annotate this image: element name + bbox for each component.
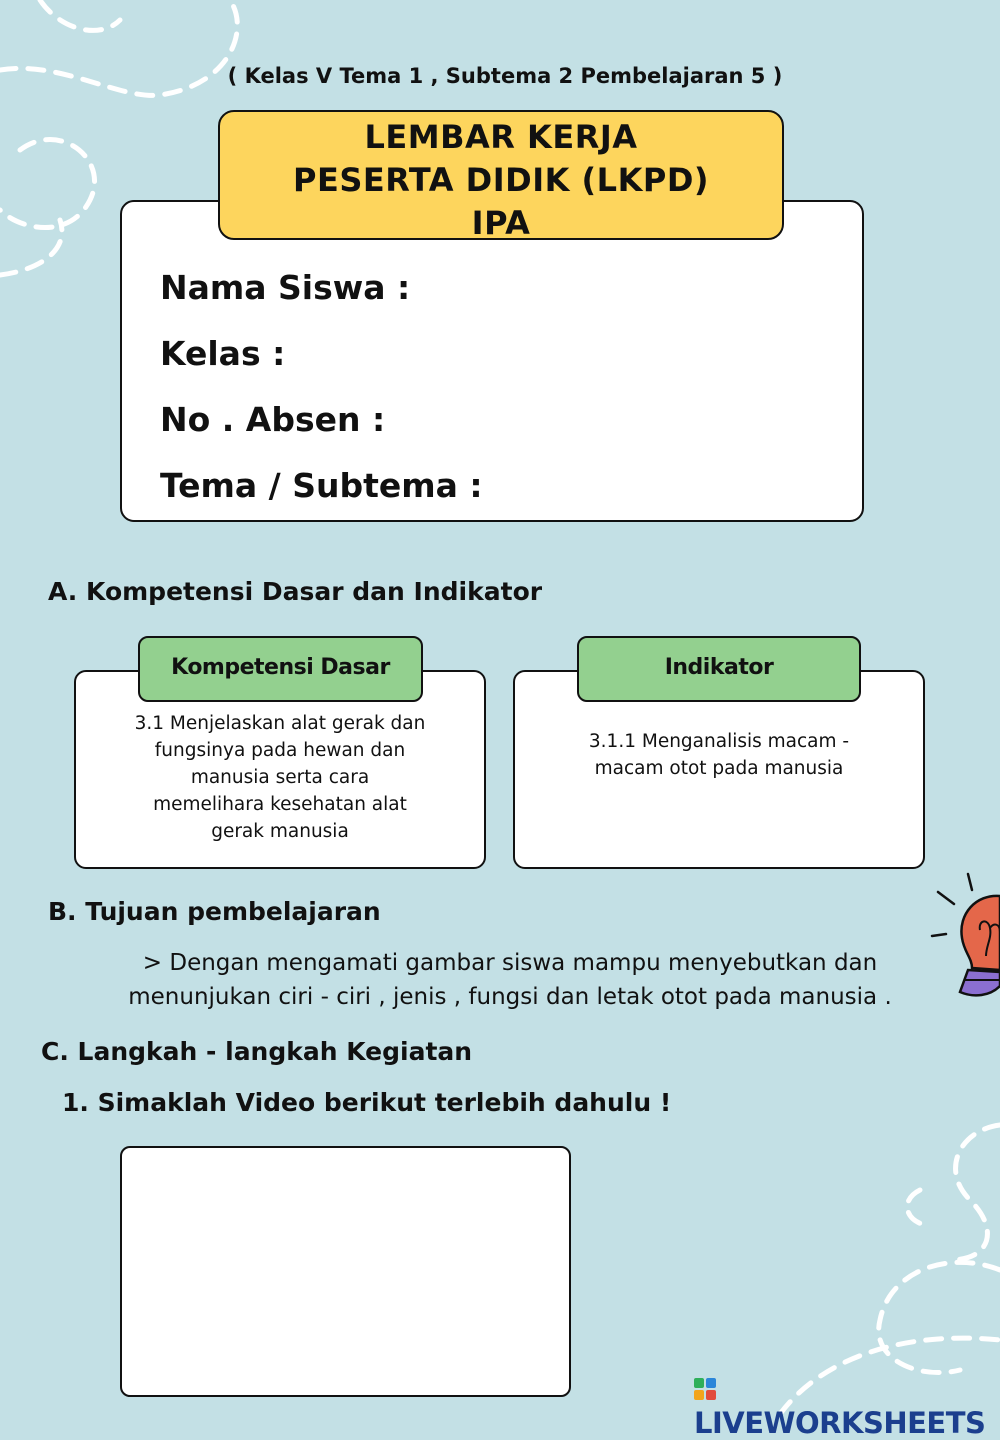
video-placeholder[interactable] bbox=[120, 1146, 571, 1397]
theme-subtheme-label: Tema / Subtema : bbox=[160, 466, 483, 505]
attendance-number-label: No . Absen : bbox=[160, 400, 386, 439]
title-line-1: LEMBAR KERJA bbox=[364, 118, 638, 156]
competency-text bbox=[76, 710, 484, 845]
title-line-2: PESERTA DIDIK (LKPD) bbox=[293, 161, 709, 199]
goal-line: menunjukan ciri - ciri , jenis , fungsi dan letak otot pada manusia . bbox=[128, 984, 892, 1010]
competency-line: memelihara kesehatan alat bbox=[153, 794, 407, 815]
worksheet-title bbox=[218, 110, 784, 240]
learning-goal-text bbox=[80, 946, 940, 1014]
competency-line: fungsinya pada hewan dan bbox=[154, 740, 406, 761]
competency-line: manusia serta cara bbox=[190, 767, 370, 788]
goal-line: > Dengan mengamati gambar siswa mampu menyebutkan dan bbox=[142, 950, 878, 976]
step-1-instruction: 1. Simaklah Video berikut terlebih dahulu ! bbox=[62, 1088, 672, 1117]
indicator-text bbox=[515, 728, 923, 782]
brand-name: LIVEWORKSHEETS bbox=[694, 1406, 986, 1440]
liveworksheets-mark-icon bbox=[694, 1378, 716, 1402]
competency-line: gerak manusia bbox=[211, 821, 349, 842]
section-c-heading: C. Langkah - langkah Kegiatan bbox=[41, 1037, 473, 1066]
lesson-subtitle: ( Kelas V Tema 1 , Subtema 2 Pembelajaran 5 ) bbox=[227, 64, 783, 88]
indicator-line: macam otot pada manusia bbox=[594, 758, 844, 779]
competency-line: 3.1 Menjelaskan alat gerak dan bbox=[134, 713, 426, 734]
section-b-heading: B. Tujuan pembelajaran bbox=[48, 897, 381, 926]
competency-tab: Kompetensi Dasar bbox=[138, 636, 423, 702]
student-name-label: Nama Siswa : bbox=[160, 268, 411, 307]
title-line-3: IPA bbox=[471, 204, 531, 242]
liveworksheets-logo bbox=[694, 1372, 1000, 1440]
indicator-line: 3.1.1 Menganalisis macam - bbox=[588, 731, 850, 752]
indicator-tab: Indikator bbox=[577, 636, 861, 702]
class-label: Kelas : bbox=[160, 334, 286, 373]
section-a-heading: A. Kompetensi Dasar dan Indikator bbox=[48, 577, 543, 606]
